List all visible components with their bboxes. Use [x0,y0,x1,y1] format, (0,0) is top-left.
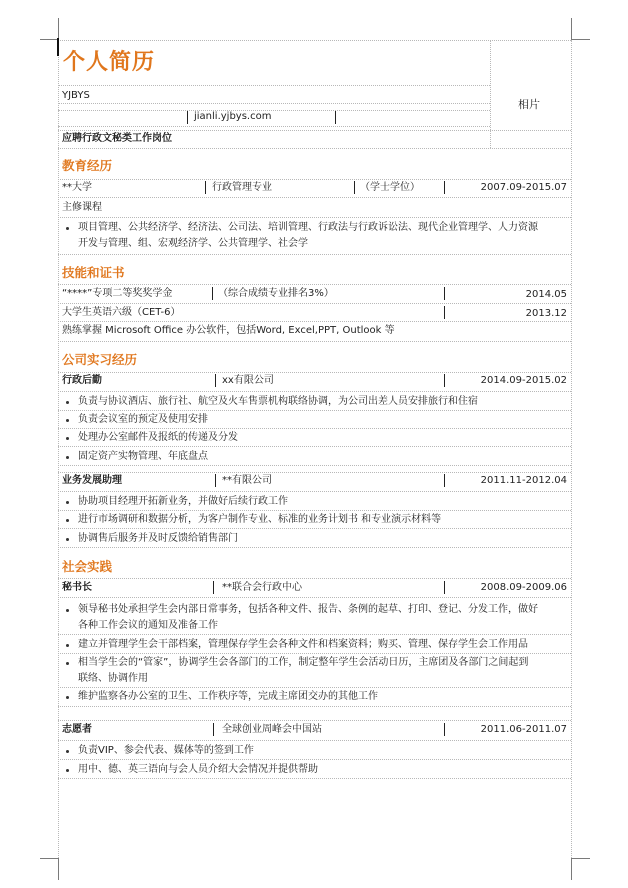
social-job1-bullet3-line2: 联络、协调作用 [78,673,148,684]
cell-divider [444,374,445,387]
internship-job1-dates: 2014.09-2015.02 [480,375,567,386]
photo-cell-border [490,40,491,148]
social-job1-bullet4: 维护监察各办公室的卫生、工作秩序等，完成主席团交办的其他工作 [78,691,378,702]
cell-divider [444,723,445,736]
grid-line [58,410,571,411]
cell-divider [215,374,216,387]
grid-line [58,179,571,180]
crop-mark [571,39,590,40]
grid-line [58,687,571,688]
grid-line [58,217,571,218]
skill-cet6: 大学生英语六级（CET-6） [62,307,181,318]
grid-line [58,372,571,373]
grid-line [58,391,571,392]
social-job2-dates: 2011.06-2011.07 [480,724,567,735]
internship-job2-bullet: 进行市场调研和数据分析，为客户制作专业、标准的业务计划书 和专业演示材料等 [78,514,442,525]
page-border-left [58,40,59,858]
grid-line [58,341,571,342]
cell-divider [213,581,214,594]
crop-mark [40,858,59,859]
social-job2-bullet: 用中、德、英三语向与会人员介绍大会情况并提供帮助 [78,764,318,775]
crop-mark [58,858,59,880]
grid-line [58,491,571,492]
social-heading: 社会实践 [62,559,113,574]
social-job1-bullet3-line1: 相当学生会的“管家”，协调学生会各部门的工作，制定整年学生会活动日历，主席团及各部门之间起到 [78,657,529,668]
bullet [66,750,69,753]
page-border-right [571,40,572,858]
grid-line [58,148,571,149]
internship-job1-bullet: 处理办公室邮件及报纸的传递及分发 [78,432,238,443]
crop-mark [571,858,572,880]
grid-line [58,446,571,447]
internship-heading: 公司实习经历 [62,352,138,367]
grid-line [58,510,571,511]
grid-line [58,85,490,86]
bullet [66,419,69,422]
bullet [66,696,69,699]
grid-line [58,428,571,429]
grid-line [58,634,571,635]
grid-line [58,197,571,198]
social-job1-role: 秘书长 [62,582,92,593]
objective-text: 应聘行政文秘类工作岗位 [62,133,172,144]
grid-line [58,110,490,111]
grid-line [58,547,571,548]
cell-divider [215,474,216,487]
grid-line [58,465,571,466]
cell-divider [444,287,445,300]
education-school: **大学 [62,182,92,193]
grid-line [58,597,571,598]
cell-divider [444,474,445,487]
cell-divider [354,181,355,194]
crop-mark [571,858,590,859]
bullet [66,662,69,665]
grid-line [58,706,571,707]
internship-job1-role: 行政后勤 [62,375,102,386]
bullet [66,501,69,504]
cell-divider [205,181,206,194]
grid-line [58,778,571,779]
social-job2-company: 全球创业周峰会中国站 [222,724,322,735]
social-job2-bullet: 负责VIP、参会代表、媒体等的签到工作 [78,745,254,756]
grid-line [58,321,571,322]
text-cursor [57,38,59,56]
internship-job2-company: **有限公司 [222,475,272,486]
cell-divider [444,581,445,594]
skill-office: 熟练掌握 Microsoft Office 办公软件，包括Word, Excel,PPT, Outlook 等 [62,325,395,336]
internship-job1-company: xx有限公司 [222,375,274,386]
social-job1-bullet2: 建立并管理学生会干部档案，管理保存学生会各种文件和档案资料；购买、管理、保存学生会工作用品 [78,639,528,650]
social-job1-dates: 2008.09-2009.06 [480,582,567,593]
social-job2-role: 志愿者 [62,724,92,735]
cell-divider [444,181,445,194]
cell-divider [444,306,445,319]
grid-line [58,126,490,127]
bullet [66,227,69,230]
education-dates: 2007.09-2015.07 [480,182,567,193]
cell-divider [213,723,214,736]
internship-job1-bullet: 负责会议室的预定及使用安排 [78,414,208,425]
website-bar-left [187,111,188,124]
skill-scholarship-note: （综合成绩专业排名3%） [218,288,334,299]
grid-line [58,578,571,579]
internship-job2-bullet: 协助项目经理开拓新业务，并做好后续行政工作 [78,496,288,507]
grid-line [58,740,571,741]
courses-text-line1: 项目管理、公共经济学、经济法、公司法、培训管理、行政法与行政诉讼法、现代企业管理学、人力资源 [78,222,538,233]
bullet [66,609,69,612]
internship-job1-bullet: 固定资产实物管理、年底盘点 [78,451,208,462]
skill-scholarship: “****”专项二等奖奖学金 [62,288,173,299]
bullet [66,437,69,440]
photo-label: 相片 [518,98,540,111]
grid-line [58,472,571,473]
skill-cet6-date: 2013.12 [525,308,567,319]
courses-label: 主修课程 [62,202,102,213]
social-job1-bullet1-line1: 领导秘书处承担学生会内部日常事务，包括各种文件、报告、条例的起草、打印、登记、分发工作，做好 [78,604,538,615]
education-major: 行政管理专业 [212,182,272,193]
social-job1-company: **联合会行政中心 [222,582,302,593]
bullet [66,538,69,541]
bullet [66,456,69,459]
grid-line [58,40,571,41]
courses-text-line2: 开发与管理、组、宏观经济学、公共管理学、社会学 [78,238,308,249]
bullet [66,644,69,647]
bullet [66,401,69,404]
grid-line [58,103,490,104]
website-text: jianli.yjbys.com [194,111,272,122]
skill-scholarship-date: 2014.05 [525,289,567,300]
internship-job1-bullet: 负责与协议酒店、旅行社、航空及火车售票机构联络协调，为公司出差人员安排旅行和住宿 [78,396,478,407]
crop-mark [58,18,59,40]
grid-line [58,653,571,654]
internship-job2-bullet: 协调售后服务并及时反馈给销售部门 [78,533,238,544]
education-degree: （学士学位） [360,182,420,193]
grid-line [58,303,571,304]
internship-job2-dates: 2011.11-2012.04 [480,475,567,486]
crop-mark [571,18,572,40]
grid-line [58,720,571,721]
grid-line [58,528,571,529]
grid-line [58,759,571,760]
page-title: 个人简历 [63,50,156,75]
name-text: YJBYS [62,90,90,101]
grid-line [58,254,571,255]
internship-job2-role: 业务发展助理 [62,475,122,486]
social-job1-bullet1-line2: 各种工作会议的通知及准备工作 [78,620,218,631]
website-bar-right [335,111,336,124]
grid-line [58,284,571,285]
bullet [66,769,69,772]
bullet [66,519,69,522]
cell-divider [212,287,213,300]
education-heading: 教育经历 [62,158,113,173]
skills-heading: 技能和证书 [62,265,125,280]
grid-line [58,130,571,131]
